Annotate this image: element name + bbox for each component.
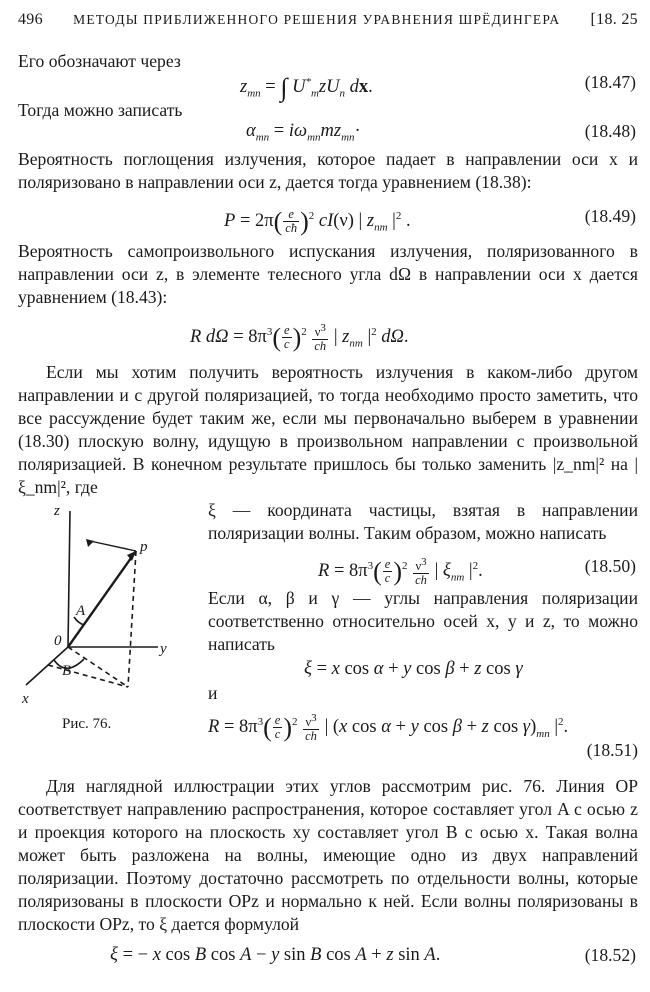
z-axis bbox=[68, 511, 70, 647]
paragraph-1: Его обозначают через bbox=[18, 51, 181, 71]
projection-on-xy bbox=[68, 647, 128, 687]
paragraph-3: Вероятность поглощения излучения, которое падает в направлении оси x и поляризовано в направлении оси z, дается тогда уравнением (18.38): bbox=[18, 149, 638, 192]
paragraph-8: и bbox=[208, 683, 218, 703]
equation-number: (18.48) bbox=[584, 121, 636, 141]
equation-number: (18.51) bbox=[586, 740, 638, 760]
running-title: МЕТОДЫ ПРИБЛИЖЕННОГО РЕШЕНИЯ УРАВНЕНИЯ ШРЁДИНГЕРА bbox=[73, 12, 561, 27]
side-text bbox=[208, 499, 638, 761]
figure-caption: Рис. 76. bbox=[62, 716, 112, 732]
equation-18-48: $\alpha_{mn} = i\omega_{mn}mz_{mn}\cdot$ (18.48) bbox=[18, 116, 638, 146]
equation-18-49: P = 2π( $\frac{e}{cħ}$ )$^2$ cI(ν) | $z_{nm}$ $|^2$ . (18.49) bbox=[18, 194, 638, 238]
equation-number: (18.50) bbox=[584, 556, 636, 576]
label-p: p bbox=[140, 539, 148, 555]
figure-and-text bbox=[18, 499, 638, 769]
label-x: x bbox=[22, 691, 29, 707]
op-vector bbox=[68, 551, 136, 647]
label-a: A bbox=[76, 603, 86, 619]
equation-number: (18.52) bbox=[584, 945, 636, 965]
projection-dashed bbox=[128, 551, 136, 687]
equation-number: (18.49) bbox=[584, 206, 636, 226]
polarization-arrow bbox=[90, 541, 136, 551]
paragraph-4: Вероятность самопроизвольного испускания излучения, поляризованного в направлении оси z, в элементе телесного угла dΩ в направлении оси x дается уравнением (18.43): bbox=[18, 241, 638, 307]
paragraph-9: Для наглядной иллюстрации этих углов рассмотрим рис. 76. Линия OP соответствует направлению распространения, которое составляет угол A с осью z и проекция которого на плоскость xy составляет угол B с осью x. Такая волна может быть разложена на волны, имеющие одно из двух направлений поляризации. Поэтому достаточно рассмотреть по отдельности волны, которые поляризованы в плоскости OPz и нормально к ней. Если волны поляризованы в плоскости OPz, то ξ дается формулой bbox=[18, 776, 638, 934]
equation-number: (18.47) bbox=[584, 72, 636, 92]
equation-r-domega: R $d\Omega = 8\pi^3$( $\frac{e}{c}$ )$^2$ $\frac{\nu^3}{ch}$ | $z_{nm}$ $|^2$ dΩ. bbox=[190, 322, 409, 354]
paragraph-2: Тогда можно записать bbox=[18, 100, 183, 120]
figure-76 bbox=[18, 499, 198, 739]
paragraph-5: Если мы хотим получить вероятность излучения в каком-либо другом направлении и с другой поляризацией, то тогда необходимо просто заметить, что все рассуждение будет таким же, если мы первоначально выберем в уравнении (18.30) плоскую волну, идущую в произвольном направлении с произвольной поляризацией. В конечном результате пришлось бы только заменить |z_nm|² на |ξ_nm|², где bbox=[18, 362, 638, 497]
section-number: [18. 25 bbox=[590, 11, 638, 28]
page-header bbox=[18, 8, 638, 34]
paragraph-7: Если α, β и γ — углы направления поляризации соответственно относительно осей x, y и z, то можно написать bbox=[208, 588, 638, 654]
label-b: B bbox=[62, 663, 72, 679]
label-y: y bbox=[160, 641, 167, 657]
equation-18-51: $R = 8\pi^3$( $\frac{e}{c}$ )$^2$ $\frac{\nu^3}{ch}$ | (x cos α + y cos β + z $\cos \gamma)_{mn}$ $|^2$. bbox=[208, 712, 569, 744]
page bbox=[18, 8, 638, 970]
label-z: z bbox=[54, 503, 60, 519]
arrow-head bbox=[127, 551, 136, 561]
paragraph-6: ξ — координата частицы, взятая в направлении поляризации волны. Таким образом, можно написать bbox=[208, 500, 638, 543]
equation-18-50: $R = 8\pi^3$( $\frac{e}{c}$ )$^2$ $\frac{\nu^3}{ch}$ | $\xi_{nm}$ $|^2$. (18.50) bbox=[208, 545, 638, 587]
page-number: 496 bbox=[18, 11, 43, 28]
equation-18-52: ξ = − x cos B cos A − y sin B cos A + z sin A. (18.52) bbox=[18, 940, 638, 970]
label-o: 0 bbox=[54, 633, 62, 649]
equation-xi: ξ = x cos α + y cos β + z cos γ bbox=[304, 659, 523, 679]
equation-18-47: $z_{mn}$ = ∫ $U^*_mzU_n$ dx. (18.47) bbox=[18, 67, 638, 97]
